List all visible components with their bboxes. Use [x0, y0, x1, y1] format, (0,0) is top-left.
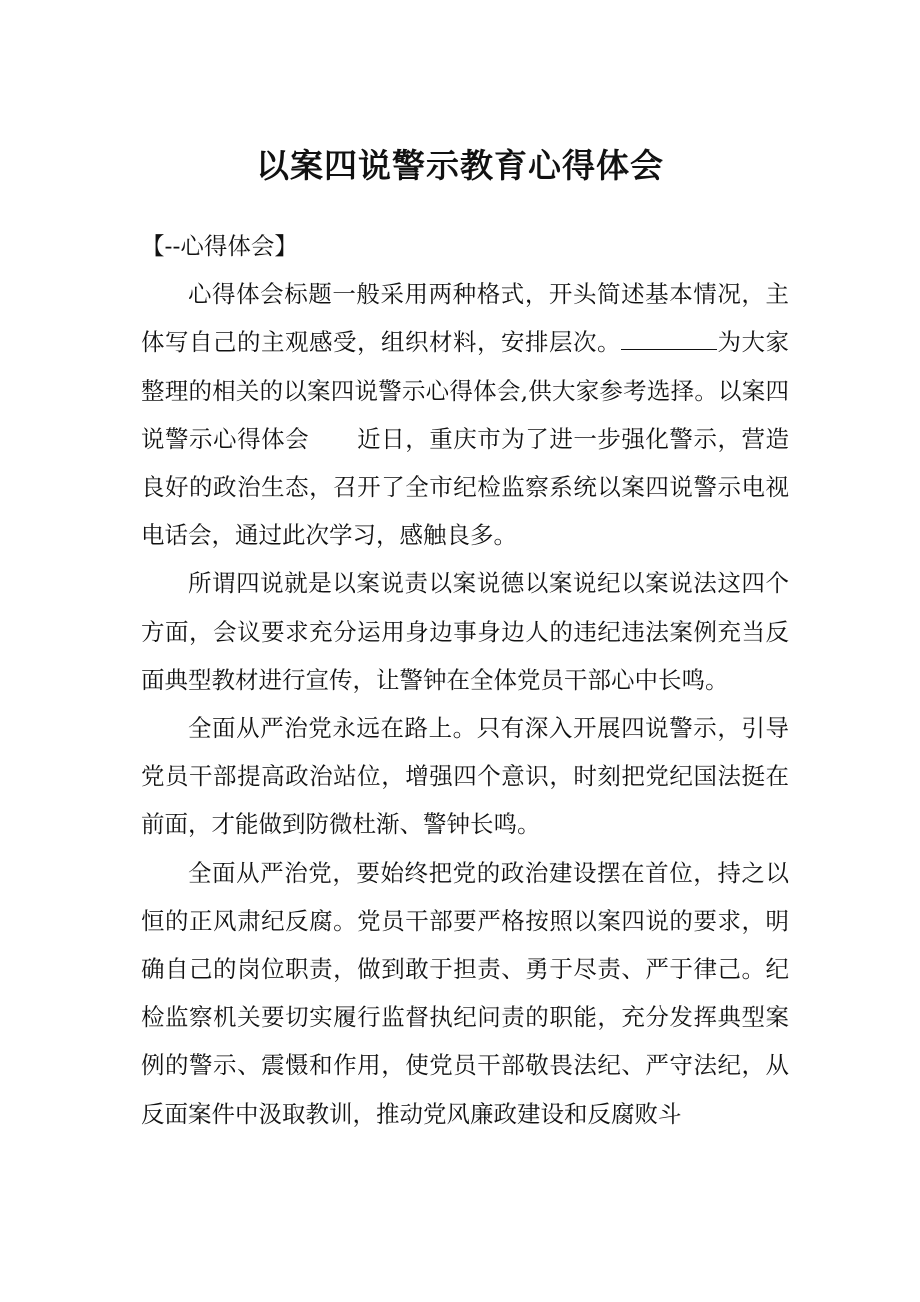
- category-tag: 【--心得体会】: [141, 232, 298, 260]
- paragraph-intro: [141, 270, 789, 559]
- document-body: [141, 222, 789, 1138]
- paragraph-intro-continued: 为大家整理的相关的以案四说警示心得体会,供大家参考选择。以案四说警示心得体会 近日，重庆市为了进一步强化警示，营造良好的政治生态，召开了全市纪检监察系统以案四说警示电视电话会，通过此次学习，感触良多。: [141, 328, 789, 550]
- paragraph-four-talks: 所谓四说就是以案说责以案说德以案说纪以案说法这四个方面，会议要求充分运用身边事身边人的违纪违法案例充当反面典型教材进行宣传，让警钟在全体党员干部心中长鸣。: [141, 569, 789, 694]
- paragraph-political-building: 全面从严治党，要始终把党的政治建设摆在首位，持之以恒的正风肃纪反腐。党员干部要严格按照以案四说的要求，明确自己的岗位职责，做到敢于担责、勇于尽责、严于律己。纪检监察机关要切实履行监督执纪问责的职能，充分发挥典型案例的警示、震慑和作用，使党员干部敬畏法纪、严守法纪，从反面案件中汲取教训，推动党风廉政建设和反腐败斗: [141, 858, 789, 1128]
- underline-blank: [621, 321, 717, 350]
- document-title: 以案四说警示教育心得体会: [256, 146, 664, 185]
- paragraph-intro-text: 心得体会标题一般采用两种格式，开头简述基本情况，主体写自己的主观感受，组织材料，安排层次。: [141, 280, 789, 357]
- paragraph-strict-governance: 全面从严治党永远在路上。只有深入开展四说警示，引导党员干部提高政治站位，增强四个意识，时刻把党纪国法挺在前面，才能做到防微杜渐、警钟长鸣。: [141, 714, 789, 839]
